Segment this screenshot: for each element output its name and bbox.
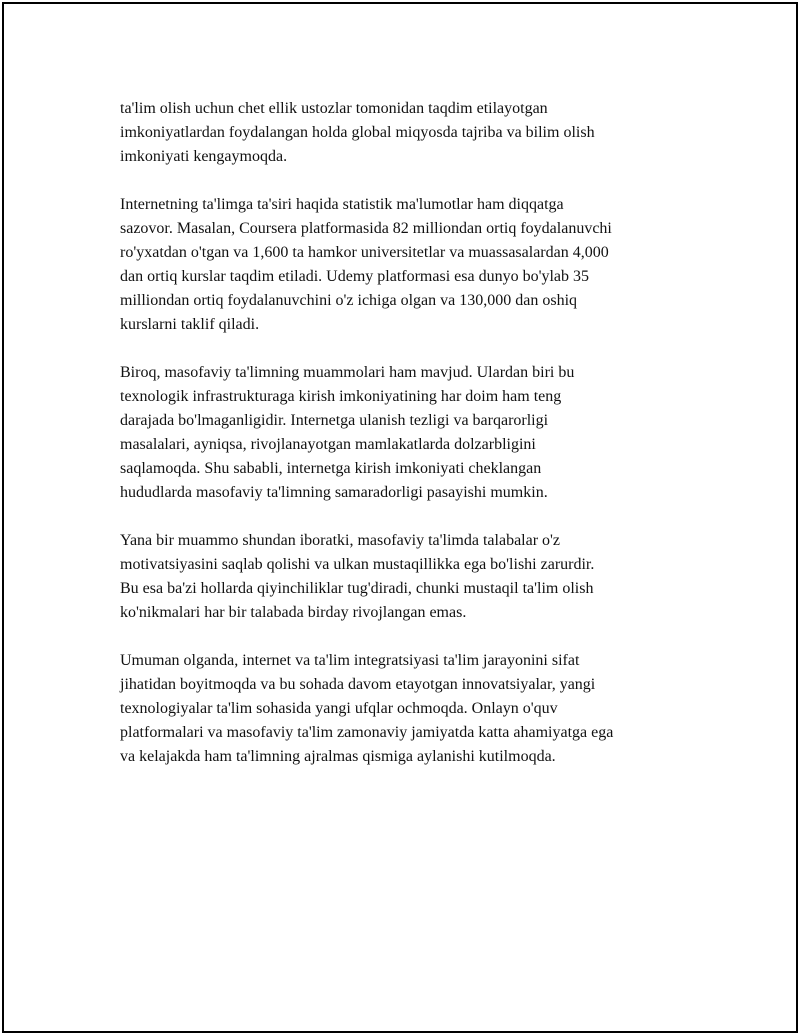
- text-line: saqlamoqda. Shu sababli, internetga kirish imkoniyati cheklangan: [120, 460, 542, 477]
- text-line: milliondan ortiq foydalanuvchini o'z ichiga olgan va 130,000 dan oshiq: [120, 292, 578, 309]
- text-line: darajada bo'lmaganligidir. Internetga ulanish tezligi va barqarorligi: [120, 412, 549, 429]
- paragraph-conclusion: [120, 649, 700, 769]
- text-line: ro'yxatdan o'tgan va 1,600 ta hamkor universitetlar va muassasalardan 4,000: [120, 244, 609, 261]
- text-line: Biroq, masofaviy ta'limning muammolari ham mavjud. Ulardan biri bu: [120, 364, 575, 381]
- text-line: Yana bir muammo shundan iboratki, masofaviy ta'limda talabalar o'z: [120, 532, 561, 549]
- text-line: texnologiyalar ta'lim sohasida yangi ufqlar ochmoqda. Onlayn o'quv: [120, 700, 558, 717]
- text-line: sazovor. Masalan, Coursera platformasida 82 milliondan ortiq foydalanuvchi: [120, 220, 612, 237]
- text-line: masalalari, ayniqsa, rivojlanayotgan mamlakatlarda dolzarbligini: [120, 436, 536, 453]
- paragraph-problems-motivation: [120, 529, 700, 625]
- text-line: jihatidan boyitmoqda va bu sohada davom etayotgan innovatsiyalar, yangi: [120, 676, 596, 693]
- text-line: Umuman olganda, internet va ta'lim integratsiyasi ta'lim jarayonini sifat: [120, 652, 580, 669]
- document-body: [120, 97, 700, 793]
- text-line: kurslarni taklif qiladi.: [120, 316, 260, 333]
- text-line: Bu esa ba'zi hollarda qiyinchiliklar tug'diradi, chunki mustaqil ta'lim olish: [120, 580, 594, 597]
- text-line: Internetning ta'limga ta'siri haqida statistik ma'lumotlar ham diqqatga: [120, 196, 564, 213]
- text-line: hududlarda masofaviy ta'limning samaradorligi pasayishi mumkin.: [120, 484, 548, 501]
- text-line: motivatsiyasini saqlab qolishi va ulkan mustaqillikka ega bo'lishi zarurdir.: [120, 556, 595, 573]
- text-line: imkoniyatlardan foydalangan holda global miqyosda tajriba va bilim olish: [120, 124, 595, 141]
- text-line: imkoniyati kengaymoqda.: [120, 148, 288, 165]
- text-line: va kelajakda ham ta'limning ajralmas qismiga aylanishi kutilmoqda.: [120, 748, 556, 765]
- text-line: texnologik infrastrukturaga kirish imkoniyatining har doim ham teng: [120, 388, 562, 405]
- text-line: ta'lim olish uchun chet ellik ustozlar tomonidan taqdim etilayotgan: [120, 100, 548, 117]
- text-line: platformalari va masofaviy ta'lim zamonaviy jamiyatda katta ahamiyatga ega: [120, 724, 614, 741]
- text-line: ko'nikmalari har bir talabada birday rivojlangan emas.: [120, 604, 467, 621]
- text-line: dan ortiq kurslar taqdim etiladi. Udemy platformasi esa dunyo bo'ylab 35: [120, 268, 589, 285]
- paragraph-intro-continuation: [120, 97, 700, 169]
- paragraph-statistics: [120, 193, 700, 337]
- paragraph-problems-infrastructure: [120, 361, 700, 505]
- document-page: [2, 2, 798, 1033]
